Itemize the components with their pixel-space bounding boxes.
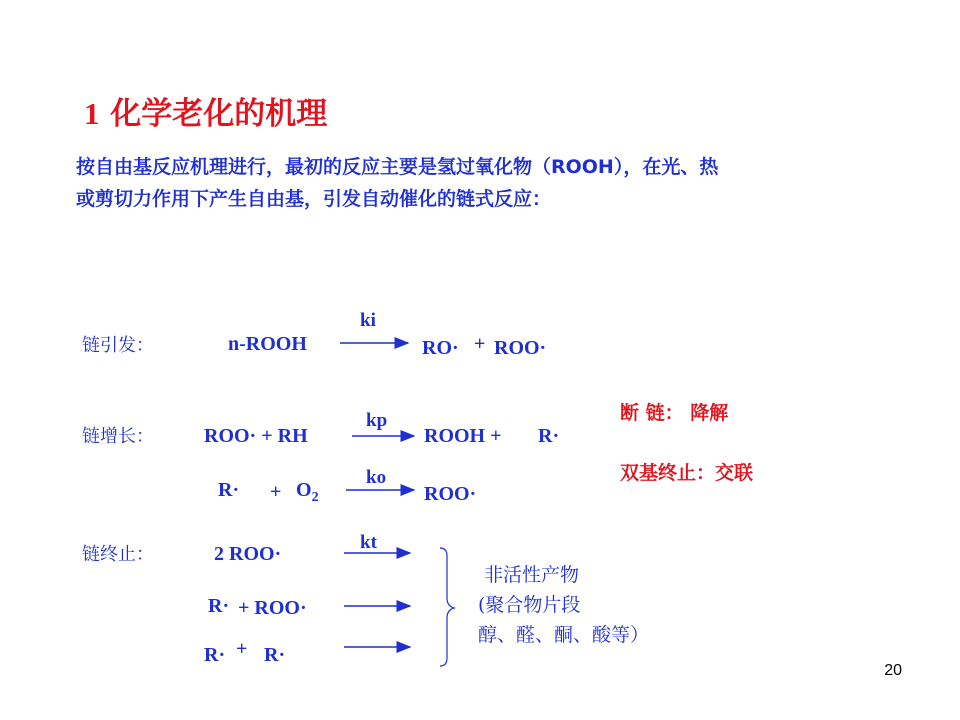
propagation-r2-r: R· xyxy=(218,479,240,501)
termination-r3-r2: R· xyxy=(264,644,286,666)
propagation-r1-rate-constant: kp xyxy=(366,410,388,431)
termination-rate-constant: kt xyxy=(360,532,377,553)
propagation-r1-product-r: R· xyxy=(538,425,560,447)
oxygen-subscript: 2 xyxy=(311,490,319,505)
note-chain-scission: 断 链： 降解 xyxy=(620,402,729,424)
propagation-label: 链增长： xyxy=(82,426,154,447)
termination-brace xyxy=(440,548,454,666)
termination-product-line-2: (聚合物片段 xyxy=(478,594,581,616)
title-text: 化学老化的机理 xyxy=(110,96,328,132)
intro-line-1: 按自由基反应机理进行，最初的反应主要是氢过氧化物（ROOH），在光、热 xyxy=(76,156,719,178)
initiation-plus: + xyxy=(474,333,486,355)
termination-r3-r1: R· xyxy=(204,644,226,666)
propagation-r2-plus: + xyxy=(270,481,282,503)
note-crosslink: 双基终止：交联 xyxy=(620,462,754,484)
termination-r3-plus: + xyxy=(236,638,248,660)
initiation-rate-constant: ki xyxy=(360,310,376,331)
initiation-product-roo: ROO· xyxy=(494,337,547,359)
termination-r2-r: R· xyxy=(208,595,230,617)
propagation-r1-product: ROOH + xyxy=(424,425,502,447)
propagation-r2-rate-constant: ko xyxy=(366,467,387,488)
intro-line-2: 或剪切力作用下产生自由基，引发自动催化的链式反应： xyxy=(76,188,552,210)
initiation-reactant: n-ROOH xyxy=(228,333,307,355)
termination-product-line-1: 非活性产物 xyxy=(484,564,580,586)
propagation-r2-oxygen: $O_2$ xyxy=(296,479,319,505)
termination-r2-roo: + ROO· xyxy=(238,597,307,619)
propagation-r2-product: ROO· xyxy=(424,483,477,505)
initiation-label: 链引发： xyxy=(82,335,154,356)
termination-r1: 2 ROO· xyxy=(214,543,282,565)
termination-label: 链终止： xyxy=(82,544,154,565)
page-number: 20 xyxy=(884,662,902,679)
propagation-r1-reactant: ROO· + RH xyxy=(204,425,308,447)
termination-product-line-3: 醇、醛、酮、酸等） xyxy=(478,624,650,646)
title-number: 1 xyxy=(84,96,100,131)
initiation-product-ro: RO· xyxy=(422,337,459,359)
